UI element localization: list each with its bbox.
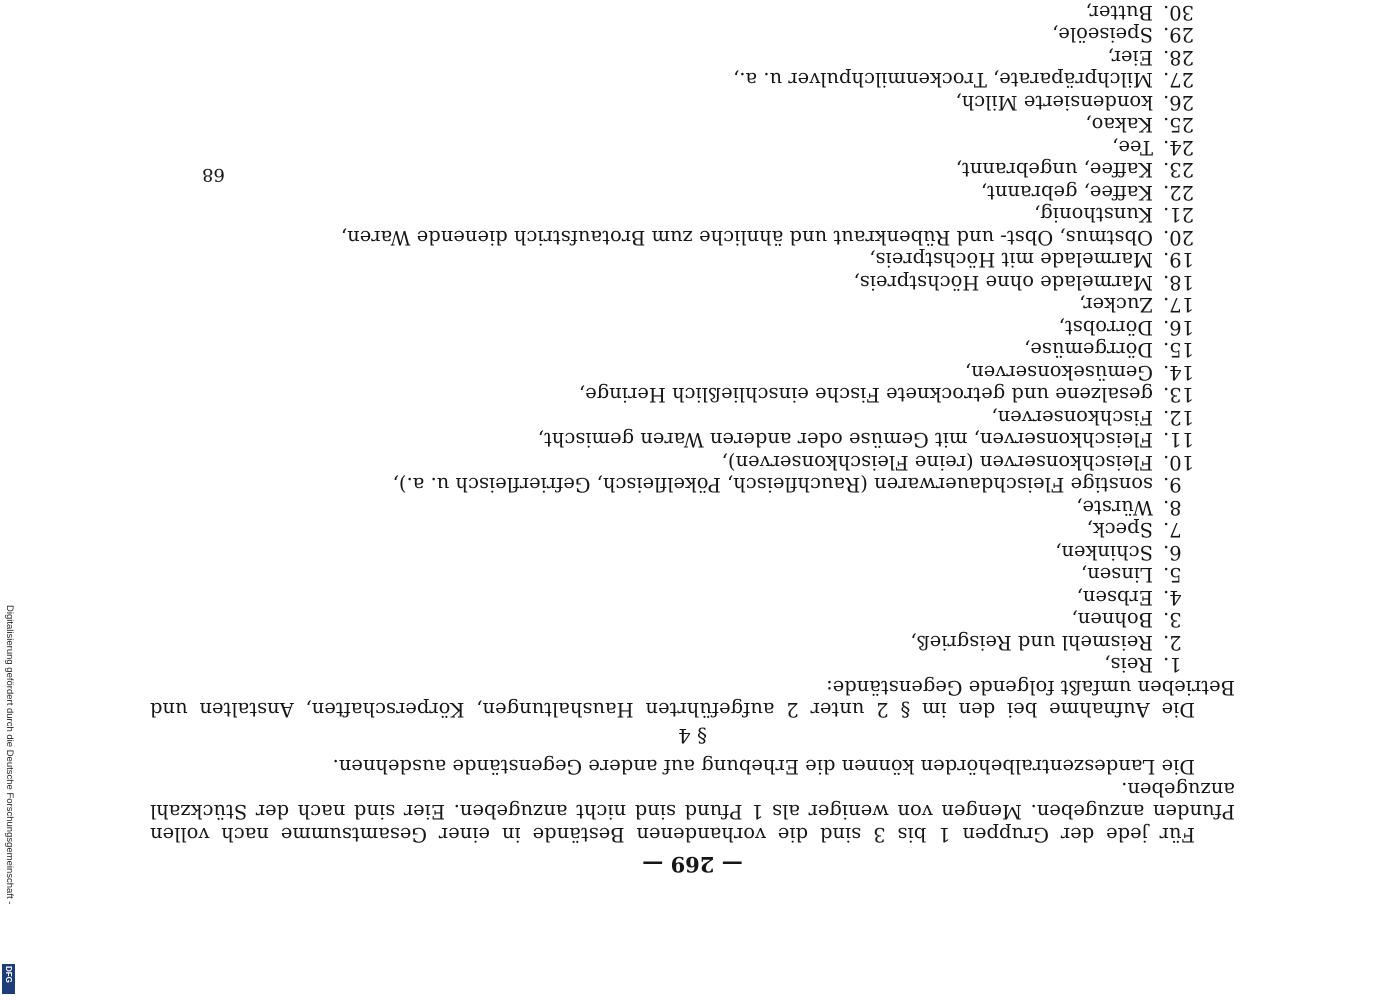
list-item — [150, 361, 1235, 384]
dfg-logo — [2, 964, 15, 994]
list-item-text: kondensierte Milch, — [955, 91, 1153, 114]
list-item-number: 18. — [1163, 271, 1195, 294]
list-item — [150, 608, 1235, 631]
list-item — [150, 181, 1235, 204]
paragraph-scope: Die Aufnahme bei den im § 2 unter 2 aufgeführten Haushaltungen, Körperschaften, Anstalten und Betrieben umfaßt folgende Gegenstände: — [150, 676, 1235, 722]
list-item-text: Butter, — [1085, 1, 1153, 24]
list-item-number: 6. — [1163, 541, 1182, 564]
list-item-text: Reismehl und Reisgrieß, — [910, 631, 1153, 654]
list-item — [150, 338, 1235, 361]
paragraph-authority-1: Die Landeszentralbehörden können die Erhebung auf andere Gegenstände ausdehnen. — [332, 755, 1195, 779]
list-item-text: Linsen, — [1080, 563, 1153, 587]
list-item — [150, 0, 1235, 1]
list-item-number — [1163, 0, 1235, 1]
list-item-text: Speck, — [1086, 518, 1153, 542]
list-item-number: 22. — [1163, 181, 1195, 204]
list-item-text: Würste, — [1076, 496, 1153, 519]
list-item-number: 25. — [1163, 113, 1195, 137]
list-item-number: 1. — [1163, 653, 1182, 677]
list-item-number: 29. — [1163, 23, 1195, 47]
list-item-text: Marmelade mit Höchstpreis, — [869, 248, 1153, 272]
list-item-text: sonstige Fleischdauerwaren (Rauchfleisch, Pökelfleisch, Gefrierfleisch u. a.), — [392, 473, 1153, 497]
signature-mark: 68 — [202, 164, 225, 186]
list-item-text: Kakao, — [1085, 113, 1153, 137]
list-item-number: 5. — [1163, 563, 1182, 587]
list-item-number: 24. — [1163, 136, 1195, 159]
digitization-credit-text: Digitalisierung gefördert durch die Deutsche Forschungsgemeinschaft - — [4, 605, 15, 905]
list-item-number: 11. — [1163, 428, 1195, 452]
list-item-number: 28. — [1163, 46, 1195, 69]
list-item-number: 23. — [1163, 158, 1195, 182]
list-item-number: 17. — [1163, 293, 1195, 317]
list-item-text: Obstmus, Obst- und Rübenkraut und ähnliche zum Brotaufstrich dienende Waren, — [340, 226, 1153, 249]
list-item-number: 13. — [1163, 383, 1195, 407]
list-item-text: Fleischkonserven, mit Gemüse oder anderen Waren gemischt, — [537, 428, 1153, 452]
list-item-text: Fleischkonserven (reine Fleischkonserven), — [721, 451, 1153, 474]
list-item — [150, 406, 1235, 429]
list-item-text: Kaffee, ungebrannt, — [955, 158, 1153, 182]
list-item — [150, 248, 1235, 271]
list-item-text: Eier, — [1107, 46, 1153, 69]
list-item — [150, 586, 1235, 609]
list-item-text: Tee, — [1112, 136, 1153, 159]
list-item — [150, 226, 1235, 249]
list-item-text: Zucker, — [1079, 293, 1153, 317]
list-item-number: 4. — [1163, 586, 1182, 609]
list-item-text: Kunsthonig, — [1034, 203, 1153, 227]
list-item-number: 30. — [1163, 1, 1195, 24]
list-item-number: 9. — [1163, 473, 1182, 497]
list-item — [150, 1, 1235, 24]
list-item — [150, 91, 1235, 114]
list-item-number: 27. — [1163, 68, 1195, 92]
list-item — [150, 631, 1235, 654]
list-item-number: 10. — [1163, 451, 1195, 474]
list-item — [150, 293, 1235, 316]
list-item-text: Marmelade ohne Höchstpreis, — [853, 271, 1153, 294]
list-item-number: 20. — [1163, 226, 1195, 249]
list-item-number: 16. — [1163, 316, 1195, 339]
list-item-number: 2. — [1163, 631, 1182, 654]
list-item-number: 21. — [1163, 203, 1195, 227]
list-item — [150, 563, 1235, 586]
list-item — [150, 518, 1235, 541]
list-item — [150, 316, 1235, 339]
page-number-header: — 269 — — [642, 852, 743, 877]
list-item — [150, 496, 1235, 519]
list-item-text: Dörrobst, — [1058, 316, 1153, 339]
list-item — [150, 428, 1235, 451]
list-item — [150, 383, 1235, 406]
list-item-text: Bohnen, — [1071, 608, 1153, 632]
goods-list — [150, 0, 1235, 676]
list-item-text: Reis, — [1104, 653, 1153, 677]
list-item-text: Fischkonserven, — [991, 406, 1153, 429]
list-item-number: 7. — [1163, 518, 1182, 542]
list-item-number: 12. — [1163, 406, 1195, 429]
paragraph-intro: Für jede der Gruppen 1 bis 3 sind die vorhandenen Bestände in einer Gesamtsumme nach vollen Pfunden anzugeben. Mengen von weniger als 1 Pfund sind nicht anzugeben. Eier sind nach der Stückzahl anzugeben. — [150, 778, 1235, 846]
list-item-text: Gemüsekonserven, — [964, 361, 1153, 384]
list-item-text: Schinken, — [1055, 541, 1153, 564]
section-heading-4: § 4 — [677, 724, 708, 748]
list-item — [150, 271, 1235, 294]
dfg-logo-text: DFG — [4, 966, 13, 983]
list-item-number: 26. — [1163, 91, 1195, 114]
digitization-credit — [3, 605, 17, 995]
list-item — [150, 68, 1235, 91]
list-item — [150, 653, 1235, 676]
list-item — [150, 23, 1235, 46]
list-item-number: 8. — [1163, 496, 1182, 519]
list-item — [150, 158, 1235, 181]
list-item — [150, 46, 1235, 69]
list-item-number: 14. — [1163, 361, 1195, 384]
list-item-text: Dörrgemüse, — [1024, 338, 1153, 362]
list-item-text: gesalzene und getrocknete Fische einschließlich Heringe, — [578, 383, 1153, 407]
list-item-number: 19. — [1163, 248, 1195, 272]
list-item-text: Milchpräparate, Trockenmilchpulver u. a., — [733, 68, 1153, 92]
list-item — [150, 451, 1235, 474]
list-item — [150, 203, 1235, 226]
list-item-number: 3. — [1163, 608, 1182, 632]
list-item-text — [1063, 0, 1153, 2]
list-item-text: Kaffee, gebrannt, — [980, 181, 1153, 204]
list-item — [150, 136, 1235, 159]
list-item — [150, 541, 1235, 564]
list-item-number: 15. — [1163, 338, 1195, 362]
list-item — [150, 473, 1235, 496]
document-text-block — [150, 1, 1235, 877]
list-item — [150, 113, 1235, 136]
list-item-text: Erbsen, — [1076, 586, 1153, 609]
list-item-text: Speiseöle, — [1052, 23, 1153, 47]
